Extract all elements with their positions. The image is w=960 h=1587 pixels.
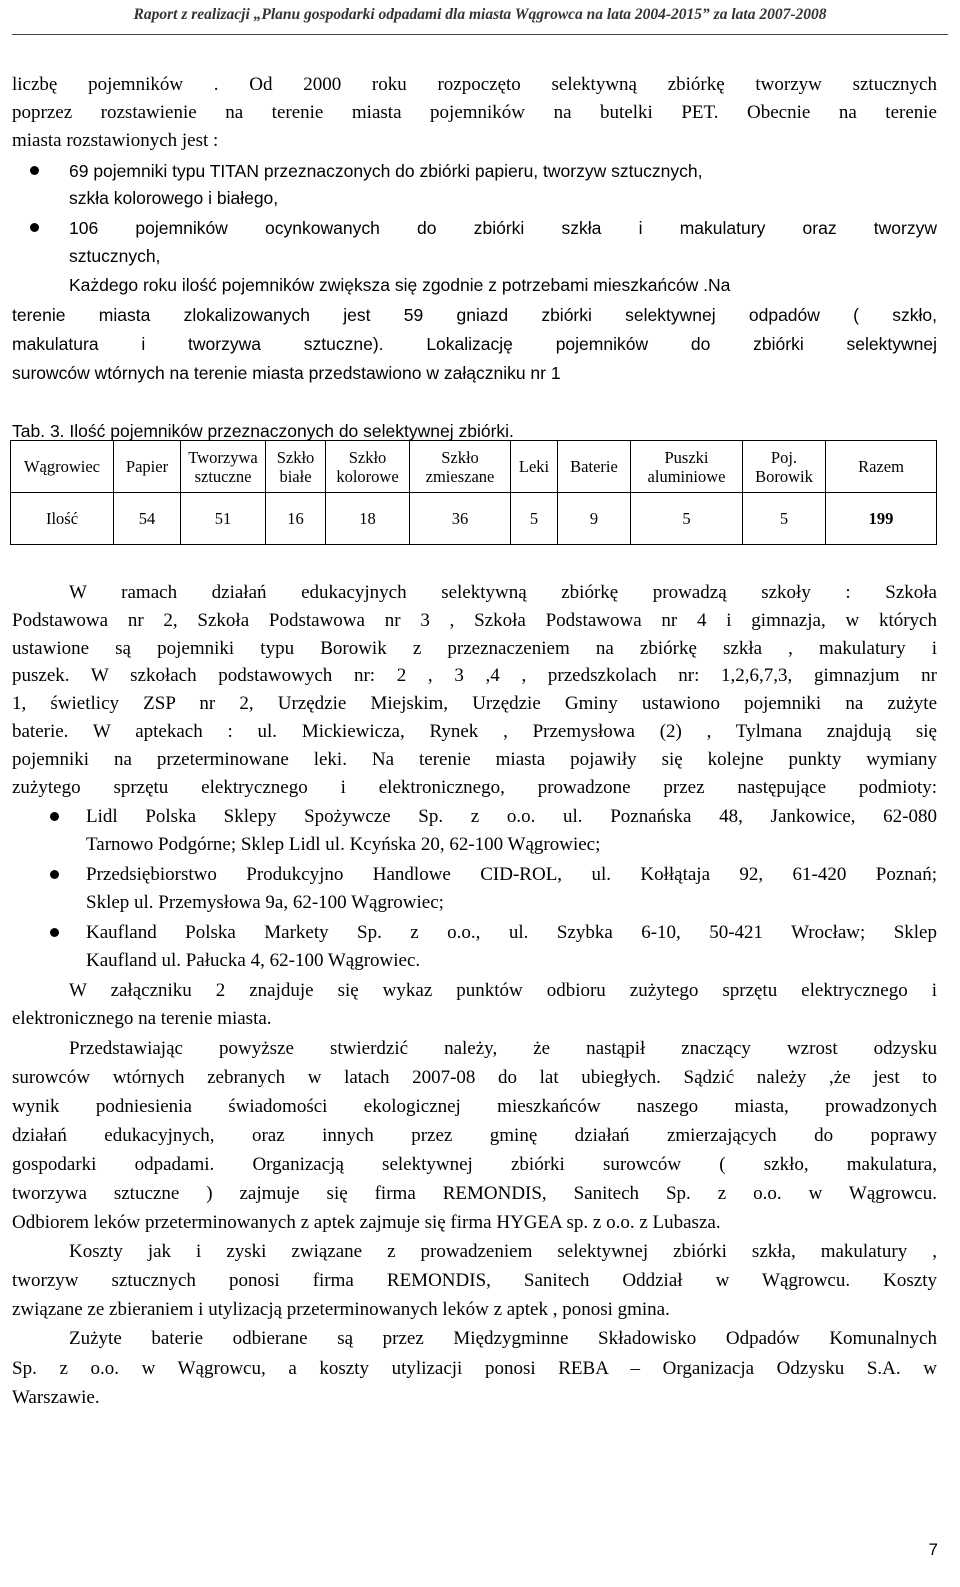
header-rule bbox=[12, 34, 948, 35]
paragraph-line: Zużyte baterie odbierane są przez Międzygminne Składowisko Odpadów Komunalnych bbox=[69, 1328, 937, 1349]
table-header-cell: Baterie bbox=[558, 441, 631, 493]
list-item-line: sztucznych, bbox=[69, 246, 161, 266]
table-header-cell: Wągrowiec bbox=[11, 441, 114, 493]
paragraph-line: elektronicznego na terenie miasta. bbox=[12, 1008, 272, 1029]
paragraph-line: zużytego sprzętu elektrycznego i elektronicznego, prowadzone przez następujące podmioty: bbox=[12, 777, 937, 798]
list-item-line: Lidl Polska Sklepy Spożywcze Sp. z o.o. ul. Poznańska 48, Jankowice, 62-080 bbox=[86, 806, 937, 827]
table-header-cell: Leki bbox=[511, 441, 558, 493]
table-cell: Ilość bbox=[11, 493, 114, 545]
paragraph-line: W załączniku 2 znajduje się wykaz punktów odbioru zużytego sprzętu elektrycznego i bbox=[69, 980, 937, 1001]
table-cell: 18 bbox=[326, 493, 410, 545]
paragraph-line: Odbiorem leków przeterminowanych z aptek zajmuje się firma HYGEA sp. z o.o. z Lubasza. bbox=[12, 1212, 721, 1233]
list-item-line: Sklep ul. Przemysłowa 9a, 62-100 Wągrowiec; bbox=[86, 892, 444, 913]
list-item-line: 106 pojemników ocynkowanych do zbiórki szkła i makulatury oraz tworzyw bbox=[69, 218, 937, 238]
table-header-cell: Razem bbox=[826, 441, 937, 493]
table-cell: 54 bbox=[114, 493, 181, 545]
bullet-icon bbox=[30, 223, 39, 232]
paragraph-line: działań edukacyjnych, oraz innych przez gminę działań zmierzających do poprawy bbox=[12, 1125, 937, 1146]
table-cell: 5 bbox=[511, 493, 558, 545]
paragraph-line: 1, świetlicy ZSP nr 2, Urzędzie Miejskim, Urzędzie Gminy ustawiono pojemniki na zużyte bbox=[12, 693, 937, 714]
paragraph-line: makulatura i tworzywa sztuczne). Lokalizację pojemników do zbiórki selektywnej bbox=[12, 334, 937, 354]
paragraph-line: W ramach działań edukacyjnych selektywną zbiórkę prowadzą szkoły : Szkoła bbox=[69, 582, 937, 603]
table-cell: 36 bbox=[410, 493, 511, 545]
bullet-icon bbox=[50, 812, 59, 821]
paragraph-line: terenie miasta zlokalizowanych jest 59 gniazd zbiórki selektywnej odpadów ( szkło, bbox=[12, 305, 937, 325]
paragraph-line: Sp. z o.o. w Wągrowcu, a koszty utylizacji ponosi REBA – Organizacja Odzysku S.A. w bbox=[12, 1358, 937, 1379]
table-header-cell: Szkło białe bbox=[266, 441, 326, 493]
table-caption: Tab. 3. Ilość pojemników przeznaczonych do selektywnej zbiórki. bbox=[12, 421, 514, 441]
table-header-cell: Tworzywa sztuczne bbox=[181, 441, 266, 493]
bullet-icon bbox=[50, 870, 59, 879]
paragraph-line: surowców wtórnych na terenie miasta przedstawiono w załączniku nr 1 bbox=[12, 363, 561, 383]
table-total-cell: 199 bbox=[826, 493, 937, 545]
table-row bbox=[11, 493, 937, 545]
paragraph-line: baterie. W aptekach : ul. Mickiewicza, Rynek , Przemysłowa (2) , Tylmana znajdują się bbox=[12, 721, 937, 742]
paragraph-line: ustawione są pojemniki typu Borowik z przeznaczeniem na zbiórkę szkła , makulatury i bbox=[12, 638, 937, 659]
containers-table bbox=[10, 440, 937, 545]
paragraph-line: Każdego roku ilość pojemników zwiększa się zgodnie z potrzebami mieszkańców .Na bbox=[69, 275, 731, 295]
intro-line: miasta rozstawionych jest : bbox=[12, 130, 219, 151]
paragraph-line: puszek. W szkołach podstawowych nr: 2 , 3 ,4 , przedszkolach nr: 1,2,6,7,3, gimnazjum nr bbox=[12, 665, 937, 686]
paragraph-line: surowców wtórnych zebranych w latach 2007-08 do lat ubiegłych. Sądzić należy ,że jest to bbox=[12, 1067, 937, 1088]
paragraph-line: Koszty jak i zyski związane z prowadzeniem selektywnej zbiórki szkła, makulatury , bbox=[69, 1241, 937, 1262]
paragraph-line: wynik podniesienia świadomości ekologicznej mieszkańców naszego miasta, prowadzonych bbox=[12, 1096, 937, 1117]
list-item-line: 69 pojemniki typu TITAN przeznaczonych do zbiórki papieru, tworzyw sztucznych, bbox=[69, 161, 703, 181]
paragraph-line: gospodarki odpadami. Organizacją selektywnej zbiórki surowców ( szkło, makulatura, bbox=[12, 1154, 937, 1175]
table-cell: 9 bbox=[558, 493, 631, 545]
paragraph-line: Podstawowa nr 2, Szkoła Podstawowa nr 3 , Szkoła Podstawowa nr 4 i gimnazja, w których bbox=[12, 610, 937, 631]
page-number: 7 bbox=[928, 1540, 938, 1559]
table-header-cell: Puszki aluminiowe bbox=[631, 441, 743, 493]
intro-line: liczbę pojemników . Od 2000 roku rozpoczęto selektywną zbiórkę tworzyw sztucznych bbox=[12, 74, 937, 95]
table-cell: 51 bbox=[181, 493, 266, 545]
list-item-line: szkła kolorowego i białego, bbox=[69, 188, 279, 208]
table-cell: 5 bbox=[631, 493, 743, 545]
intro-line: poprzez rozstawienie na terenie miasta pojemników na butelki PET. Obecnie na terenie bbox=[12, 102, 937, 123]
list-item-line: Kaufland ul. Pałucka 4, 62-100 Wągrowiec. bbox=[86, 950, 421, 971]
paragraph-line: pojemniki na przeterminowane leki. Na terenie miasta pojawiły się kolejne punkty wymiany bbox=[12, 749, 937, 770]
bullet-icon bbox=[30, 166, 39, 175]
paragraph-line: tworzywa sztuczne ) zajmuje się firma REMONDIS, Sanitech Sp. z o.o. w Wągrowcu. bbox=[12, 1183, 937, 1204]
table-header-cell: Poj. Borowik bbox=[743, 441, 826, 493]
bullet-icon bbox=[50, 928, 59, 937]
paragraph-line: Warszawie. bbox=[12, 1387, 100, 1408]
paragraph-line: tworzyw sztucznych ponosi firma REMONDIS, Sanitech Oddział w Wągrowcu. Koszty bbox=[12, 1270, 937, 1291]
table-header-cell: Papier bbox=[114, 441, 181, 493]
paragraph-line: związane ze zbieraniem i utylizacją przeterminowanych leków z aptek , ponosi gmina. bbox=[12, 1299, 670, 1320]
paragraph-line: Przedstawiając powyższe stwierdzić należy, że nastąpił znaczący wzrost odzysku bbox=[69, 1038, 937, 1059]
list-item-line: Kaufland Polska Markety Sp. z o.o., ul. Szybka 6-10, 50-421 Wrocław; Sklep bbox=[86, 922, 937, 943]
list-item-line: Przedsiębiorstwo Produkcyjno Handlowe CID-ROL, ul. Kołłątaja 92, 61-420 Poznań; bbox=[86, 864, 937, 885]
list-item-line: Tarnowo Podgórne; Sklep Lidl ul. Kcyńska 20, 62-100 Wągrowiec; bbox=[86, 834, 601, 855]
table-cell: 16 bbox=[266, 493, 326, 545]
table-header-row bbox=[11, 441, 937, 493]
table-cell: 5 bbox=[743, 493, 826, 545]
table-header-cell: Szkło kolorowe bbox=[326, 441, 410, 493]
running-header: Raport z realizacji „Planu gospodarki odpadami dla miasta Wągrowca na lata 2004-2015” za lata 2007-2008 bbox=[133, 6, 827, 23]
table-header-cell: Szkło zmieszane bbox=[410, 441, 511, 493]
